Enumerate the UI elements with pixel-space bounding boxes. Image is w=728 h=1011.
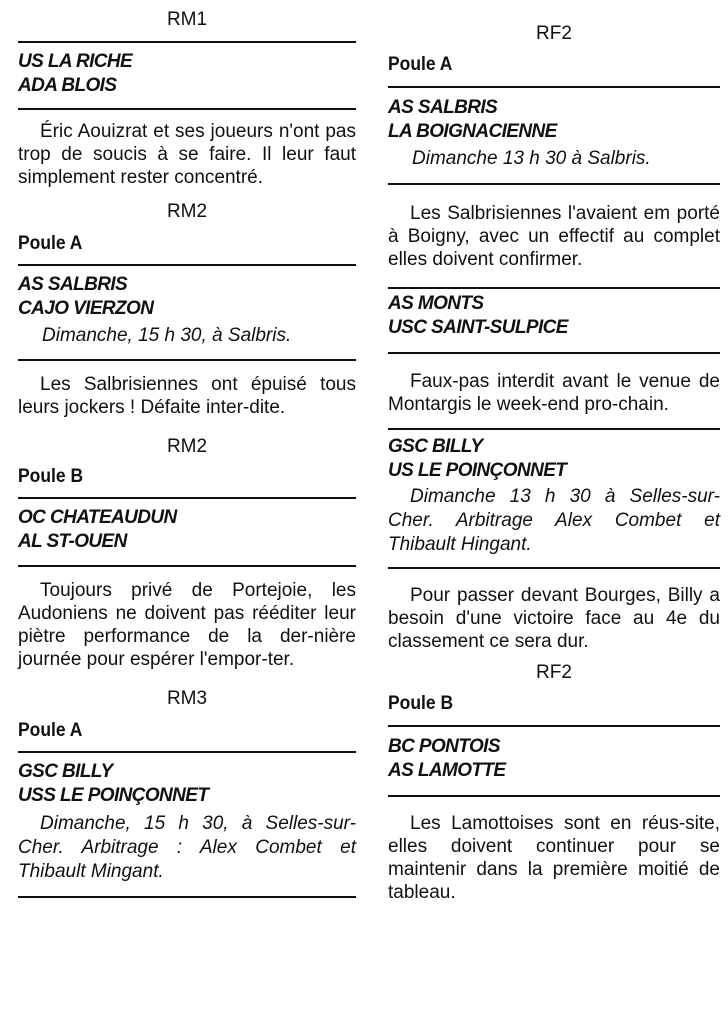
match-teams bbox=[18, 506, 356, 554]
match-info: Dimanche, 15 h 30, à Selles-sur-Cher. Arbitrage : Alex Combet et Thibault Mingant. bbox=[18, 813, 356, 882]
match-teams bbox=[388, 292, 720, 340]
section-heading: RM3 bbox=[166, 688, 208, 709]
away-team: USC SAINT-SULPICE bbox=[388, 317, 568, 338]
rm3a-section bbox=[18, 688, 356, 898]
away-team: AS LAMOTTE bbox=[388, 760, 506, 781]
section-heading: RM1 bbox=[166, 9, 208, 30]
rule-divider bbox=[18, 108, 356, 110]
match-teams bbox=[388, 96, 720, 144]
match-comment: Éric Aouizrat et ses joueurs n'ont pas trop de soucis à se faire. Il leur faut simplement rester concentré. bbox=[18, 121, 356, 188]
match-info: Dimanche 13 h 30 à Salbris. bbox=[412, 148, 651, 169]
rule-divider bbox=[18, 359, 356, 361]
section-heading: RF2 bbox=[536, 23, 572, 44]
away-team: US LE POINÇONNET bbox=[388, 460, 567, 481]
rule-divider bbox=[18, 896, 356, 898]
match-info: Dimanche, 15 h 30, à Salbris. bbox=[42, 325, 292, 346]
rule-divider bbox=[18, 751, 356, 753]
match-teams bbox=[388, 735, 720, 783]
match-comment: Les Salbrisiennes ont épuisé tous leurs jockers ! Défaite inter-dite. bbox=[18, 374, 356, 418]
home-team: AS SALBRIS bbox=[18, 274, 128, 295]
rule-divider bbox=[388, 725, 720, 727]
match-1 bbox=[388, 96, 720, 271]
left-column bbox=[18, 0, 356, 898]
match-comment: Les Lamottoises sont en réus-site, elles doivent continuer pour se maintenir dans la première moitié de tableau. bbox=[388, 813, 720, 903]
home-team: GSC BILLY bbox=[388, 436, 483, 457]
match-comment: Toujours privé de Portejoie, les Audoniens ne doivent pas rééditer leur piètre performance de la der-nière journée pour espérer l'empor-ter. bbox=[18, 580, 356, 670]
rule-divider bbox=[18, 41, 356, 43]
match-teams bbox=[18, 273, 356, 321]
match-info: Dimanche 13 h 30 à Selles-sur-Cher. Arbitrage Alex Combet et Thibault Hingant. bbox=[388, 486, 720, 555]
match-teams bbox=[18, 760, 356, 808]
rule-divider bbox=[388, 86, 720, 88]
match-2 bbox=[388, 292, 720, 416]
rf2a-section bbox=[388, 23, 720, 653]
away-team: ADA BLOIS bbox=[18, 75, 117, 96]
match-teams bbox=[388, 435, 720, 483]
section-heading: RM2 bbox=[166, 201, 208, 222]
away-team: LA BOIGNACIENNE bbox=[388, 121, 557, 142]
match-teams bbox=[18, 50, 356, 98]
pool-label: Poule A bbox=[18, 720, 83, 741]
rf2b-section bbox=[388, 662, 720, 904]
rule-divider bbox=[388, 428, 720, 430]
home-team: OC CHATEAUDUN bbox=[18, 507, 177, 528]
section-heading: RF2 bbox=[536, 662, 572, 683]
pool-label: Poule B bbox=[18, 466, 84, 487]
rule-divider bbox=[388, 352, 720, 354]
home-team: AS SALBRIS bbox=[388, 97, 498, 118]
away-team: AL ST-OUEN bbox=[18, 531, 127, 552]
away-team: USS LE POINÇONNET bbox=[18, 785, 209, 806]
match-comment: Pour passer devant Bourges, Billy a besoin d'une victoire face au 4e du classement ce sera dur. bbox=[388, 585, 720, 652]
pool-label: Poule B bbox=[388, 693, 454, 714]
home-team: GSC BILLY bbox=[18, 761, 113, 782]
right-column bbox=[388, 0, 720, 904]
pool-label: Poule A bbox=[388, 54, 453, 75]
rm2b-section bbox=[18, 436, 356, 671]
rule-divider bbox=[18, 497, 356, 499]
home-team: US LA RICHE bbox=[18, 51, 133, 72]
rm1-section bbox=[18, 9, 356, 189]
rule-divider bbox=[388, 287, 720, 289]
rule-divider bbox=[388, 567, 720, 569]
home-team: AS MONTS bbox=[388, 293, 484, 314]
rule-divider bbox=[18, 264, 356, 266]
away-team: CAJO VIERZON bbox=[18, 298, 154, 319]
section-heading: RM2 bbox=[166, 436, 208, 457]
match-comment: Faux-pas interdit avant le venue de Montargis le week-end pro-chain. bbox=[388, 371, 720, 415]
rm2a-section bbox=[18, 201, 356, 419]
pool-label: Poule A bbox=[18, 233, 83, 254]
rule-divider bbox=[388, 183, 720, 185]
match-comment: Les Salbrisiennes l'avaient em porté à Boigny, avec un effectif au complet elles doivent confirmer. bbox=[388, 203, 720, 270]
home-team: BC PONTOIS bbox=[388, 736, 500, 757]
match-3 bbox=[388, 435, 720, 653]
rule-divider bbox=[18, 565, 356, 567]
rule-divider bbox=[388, 795, 720, 797]
